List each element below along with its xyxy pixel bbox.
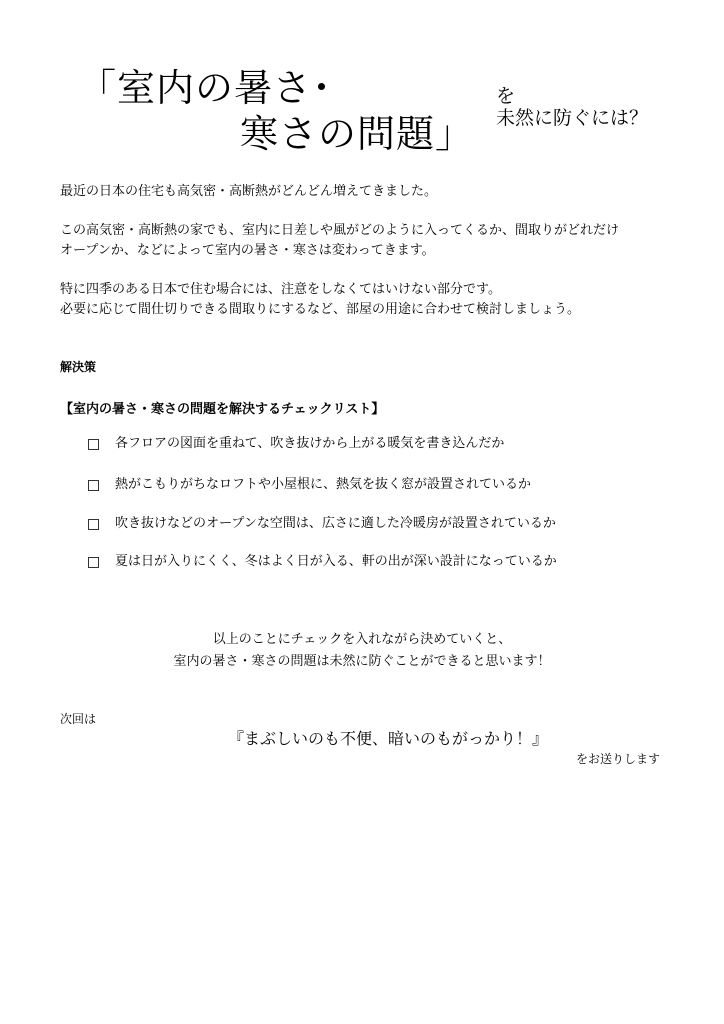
intro-paragraph-3-line-2: 必要に応じて間仕切りできる間取りにするなど、部屋の用途に合わせて検討しましょう。 (60, 302, 581, 317)
checklist-title: 【室内の暑さ・寒さの問題を解決するチェックリスト】 (60, 402, 385, 417)
conclusion-line-1: 以上のことにチェックを入れながら決めていくと、 (212, 632, 512, 647)
checklist-item-label: 吹き抜けなどのオープンな空間は、広さに適した冷暖房が設置されているか (115, 516, 556, 531)
checkbox-icon[interactable] (88, 439, 99, 450)
title-line-2: 寒さの問題」 (240, 112, 475, 156)
checklist-item-label: 熱がこもりがちなロフトや小屋根に、熱気を抜く窓が設置されているか (115, 477, 532, 492)
checklist-item[interactable] (88, 475, 531, 495)
conclusion-line-2: 室内の暑さ・寒さの問題は未然に防ぐことができると思います！ (173, 654, 551, 669)
intro-paragraph-3-line-1: 特に四季のある日本で住む場合には、注意をしなくてはいけない部分です。 (60, 282, 501, 297)
intro-paragraph-2-line-2: オープンか、などによって室内の暑さ・寒さは変わってきます。 (60, 243, 435, 258)
checkbox-icon[interactable] (88, 480, 99, 491)
solution-heading: 解決策 (60, 360, 97, 374)
checkbox-icon[interactable] (88, 557, 99, 568)
intro-paragraph-2-line-1: この高気密・高断熱の家でも、室内に日差しや風がどのように入ってくるか、間取りがどれだけ (60, 223, 620, 238)
checklist-item[interactable] (88, 514, 556, 534)
next-issue-label: 次回は (60, 712, 97, 726)
next-issue-title: 『まぶしいのも不便、暗いのもがっかり！』 (228, 729, 549, 748)
checklist-item-label: 各フロアの図面を重ねて、吹き抜けから上がる暖気を書き込んだか (115, 436, 505, 451)
checklist-item[interactable] (88, 552, 557, 572)
title-line-1: 「室内の暑さ･ (78, 66, 333, 110)
checklist-item[interactable] (88, 434, 504, 454)
checkbox-icon[interactable] (88, 519, 99, 530)
subtitle-line-2: 未然に防ぐには？ (496, 107, 649, 129)
checklist-item-label: 夏は日が入りにくく、冬はよく日が入る、軒の出が深い設計になっているか (115, 554, 557, 569)
intro-paragraph-1: 最近の日本の住宅も高気密・高断熱がどんどん増えてきました。 (60, 184, 438, 199)
next-issue-suffix: をお送りします (576, 752, 661, 766)
subtitle-line-1: を (496, 85, 516, 107)
